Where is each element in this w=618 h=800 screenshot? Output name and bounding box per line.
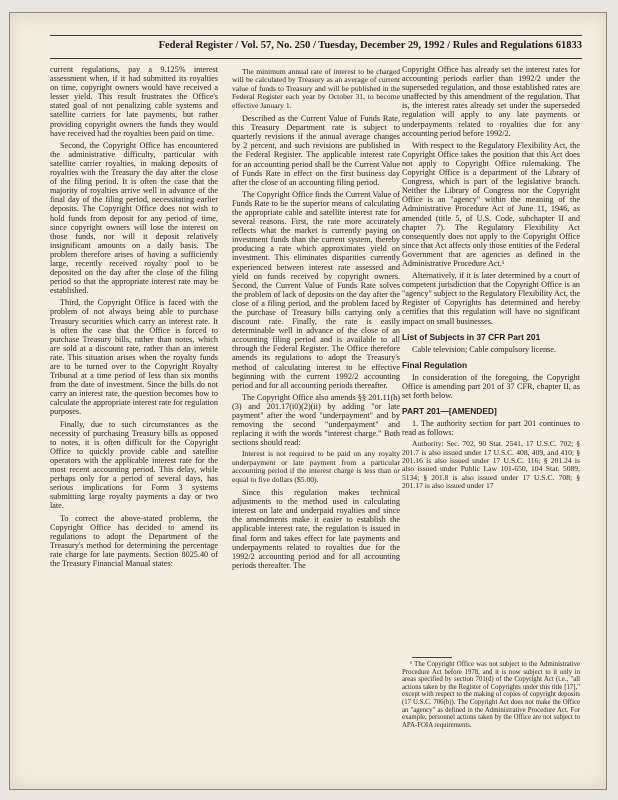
- paragraph: In consideration of the foregoing, the Copyright Office is amending part 201 of 37 CFR, chapter II, as set forth below.: [402, 372, 580, 400]
- subjects-heading: List of Subjects in 37 CFR Part 201: [402, 331, 541, 342]
- paragraph: The Copyright Office also amends §§ 201.11(h)(3) and 201.17(i0)(2)(ii) by adding "or late payment" after the word "underpayment" and by removing the second "underpayment" and replacing it with the words "interest charge." Both sections should read:: [232, 392, 400, 448]
- column-2: [232, 65, 400, 573]
- footnote-block: [402, 651, 580, 729]
- paragraph: current regulations, pay a 9.125% interest assessment when, if it had submitted its royalties on time, copyright owners would have received a lesser yield. This result frustrates the Office's stated goal of not penalizing cable systems and satellite carriers for late payments, but rather providing copyright owners the funds they would have received had the royalties been paid on time.: [50, 65, 218, 138]
- paragraph: Described as the Current Value of Funds Rate, this Treasury Department rate is subject to quarterly revisions if the annual average changes by 2 percent, and such revisions are published in the Federal Register. The applicable interest rate for an accounting period shall be the Current Value of Funds Rate in effect on the first business day after the close of an accounting filing period.: [232, 114, 400, 187]
- paragraph: The Copyright Office finds the Current Value of Funds Rate to be the superior means of calculating the appropriate cable and satellite interest rate for several reasons. First, the rate more accurately reflects what the market is currently paying on investment funds than the current system, thereby producing a rate which approximates yield on investment. This eliminates disparities currently experienced between interest rate assessed and yield on funds received by copyright owners. Second, the Current Value of Funds Rate solves the problem of lack of deposits on the day after the close of a filing period, and the problem faced by the purchase of Treasury bills carrying only a discount rate. Finally, the rate is easily determinable well in advance of the close of an accounting filing period and is available to all through the Federal Register. The Office therefore amends its regulations to adopt the Treasury's method of calculating interest to be effective beginning with the current 1992/2 accounting period and for all accounting periods thereafter.: [232, 189, 400, 390]
- page-header: Federal Register / Vol. 57, No. 250 / Tuesday, December 29, 1992 / Rules and Regulations 61833: [50, 35, 582, 59]
- paragraph: Alternatively, if it is later determined by a court of competent jurisdiction that the Copyright Office is an "agency" subject to the Regulatory Flexibility Act, the Register of Copyrights has determined and hereby certifies that this regulation will have no significant impact on small businesses.: [402, 271, 580, 326]
- final-regulation-heading: Final Regulation: [402, 359, 468, 370]
- footnote: ¹ The Copyright Office was not subject to the Administrative Procedure Act before 1978, and it is now subject to it only in areas specified by section 701(d) of the Copyright Act (i.e., "all actions taken by the Register of Copyrights under this title [17]," except with respect to the making of copies of copyright deposits (17 U.S.C. 706(b)). The Copyright Act does not make the Office an "agency" as defined in the Administrative Procedure Act. For example, personnel actions taken by the Office are not subject to APA-FOIA requirements.: [402, 661, 580, 729]
- column-1: [50, 65, 218, 571]
- block-quote: The minimum annual rate of interest to be charged will be calculated by Treasury as an average of current value of funds to Treasury and will be published in the Federal Register each year by October 31, to become effective January 1.: [232, 67, 400, 110]
- paragraph: Cable television; Cable compulsory license.: [412, 344, 556, 354]
- document-page: [9, 12, 607, 790]
- column-3: [402, 65, 580, 494]
- footnote-rule: [412, 657, 452, 658]
- paragraph: 1. The authority section for part 201 continues to read as follows:: [402, 419, 580, 438]
- paragraph: To correct the above-stated problems, the Copyright Office has decided to amend its regulations to adopt the Department of the Treasury's method for determining the percentage rate charge for late payments. Section 8025.40 of the Treasury Financial Manual states:: [50, 513, 218, 568]
- paragraph: Finally, due to such circumstances as the necessity of purchasing Treasury bills as opposed to notes, it is often difficult for the Copyright Office to quickly provide cable and satellite operators with the applicable interest rate for the most recent accounting period. This delay, while perhaps only for a period of several days, has serious implications for Form 3 systems submitting large royalty payments a day or two late.: [50, 419, 218, 511]
- block-quote: Interest is not required to be paid on any royalty underpayment or late payment from a particular accounting period if the interest charge is less than or equal to five dollars ($5.00).: [232, 449, 400, 484]
- paragraph: With respect to the Regulatory Flexibility Act, the Copyright Office takes the position that this Act does not apply to Copyright Office rulemaking. The Copyright Office is a department of the Library of Congress, which is part of the legislative branch. Neither the Library of Congress nor the Copyright Office is an "agency" within the meaning of the Administrative Procedure Act of June 11, 1946, as amended (title 5, of U.S. Code, subchapter II and chapter 7). The Regulatory Flexibility Act consequently does not apply to the Copyright Office since that Act affects only those entities of the Federal Government that are agencies as defined in the Administrative Procedure Act.¹: [402, 140, 580, 268]
- paragraph: Copyright Office has already set the interest rates for accounting periods earlier than 1992/2 under the superseded regulation, and those established rates are unaffected by this amendment of the regulation. That is, the interest rates already set under the superseded regulation will apply to any late payments or underpayments related to royalties due for any accounting period before 1992/2.: [402, 65, 580, 138]
- paragraph: Third, the Copyright Office is faced with the problem of not always being able to purchase Treasury securities which carry an interest rate. It is often the case that the Office is forced to purchase Treasury bills, rather than notes, which are sold at a discount rate, rather than an interest rate. This situation arises when the royalty funds are to be turned over to the Copyright Royalty Tribunal at a time period of less than six months from the date of investment. Since the bills do not carry an interest rate, the question becomes how to calculate the appropriate interest rate for regulation purposes.: [50, 298, 218, 417]
- authority-text: Authority: Sec. 702, 90 Stat. 2541, 17 U.S.C. 702; § 201.7 is also issued under 17 U.S.C. 408, 409, and 410; § 201.16 is also issued under 17 U.S.C. 116; § 201.24 is also issued under Public Law 101-650, 104 Stat. 5089, 5134; § 201.8 is also issued under 17 U.S.C. 708; § 201.17 is also issued under 17: [402, 439, 580, 491]
- paragraph: Second, the Copyright Office has encountered the administrative difficulty, particular with satellite carrier royalties, in making deposits of royalties with the Treasury the day after the close of the filing period. It is often the case that the majority of royalties arrive well in advance of the final day of the filing period, necessitating earlier deposits. The Copyright Office does not wish to hold funds from deposit for any period of time, since copyright owners will lose the interest on those funds, nor will it deposit relatively insignificant amounts on a daily basis. The problem therefore arises of having a sufficiently large, recently received royalty pool to be deposited on the day after the close of the filing period so that the appropriate interest rate may be established.: [50, 140, 218, 296]
- part-heading: PART 201—[AMENDED]: [402, 406, 497, 416]
- paragraph: Since this regulation makes technical adjustments to the method used in calculating interest on late and underpaid royalties and since the amendments make it easier to establish the applicable interest rate, the regulation is issued in final form and takes effect for late payments and underpayments related to royalties due for the 1992/2 accounting period and for all accounting periods thereafter. The: [232, 488, 400, 570]
